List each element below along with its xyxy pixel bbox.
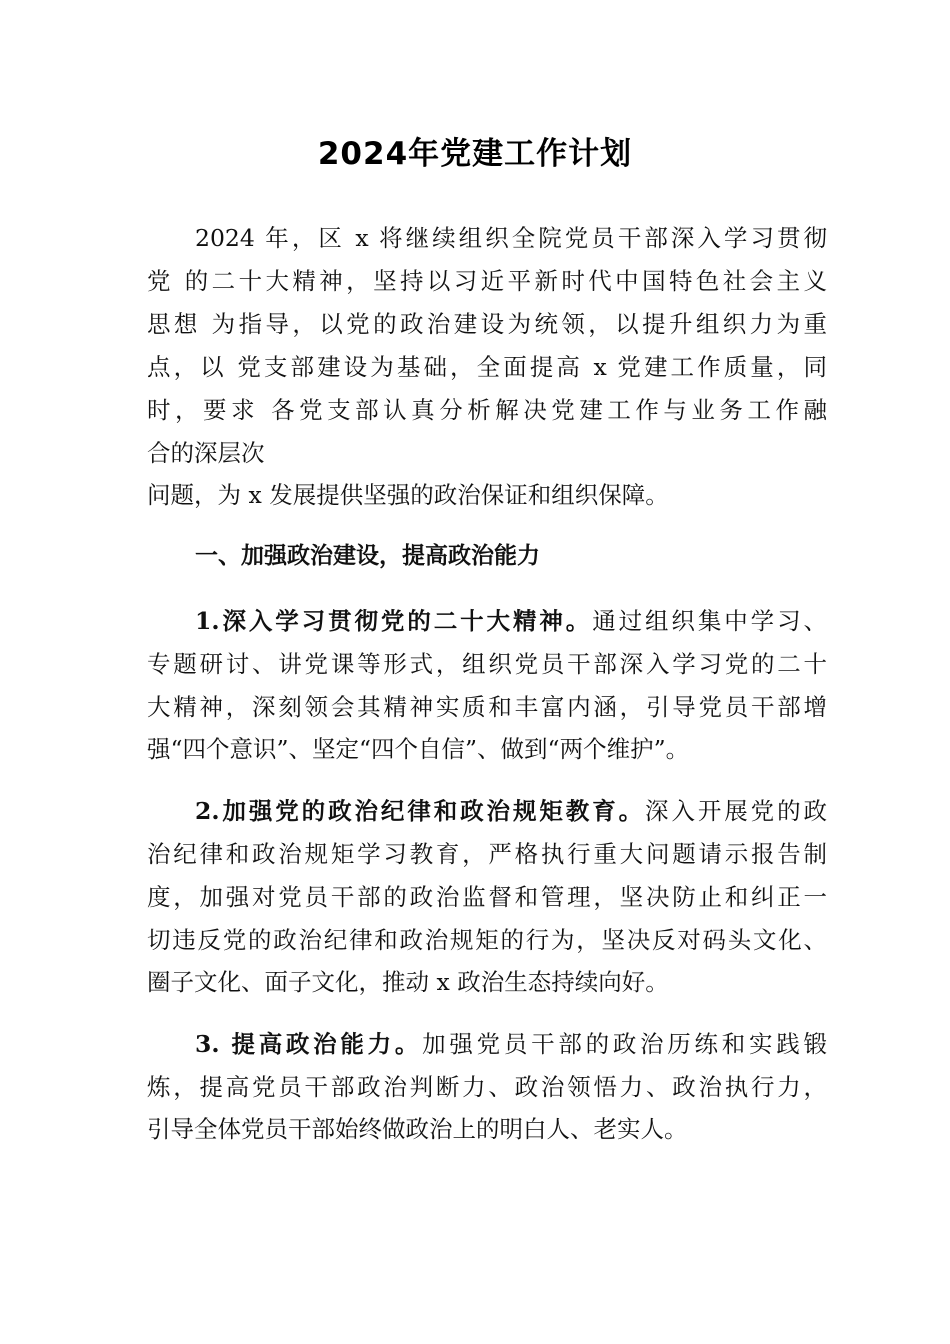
section-heading: 一、加强政治建设，提高政治能力 [195, 543, 540, 569]
item3-line-2: 炼，提高党员干部政治判断力、政治领悟力、政治执行力， [147, 1073, 827, 1101]
item3-line1-rest: 加强党员干部的政治历练和实践锻 [422, 1030, 828, 1058]
intro-line-6: 合的深层次 [147, 439, 265, 467]
item2-line-3: 度，加强对党员干部的政治监督和管理，坚决防止和纠正一 [147, 883, 827, 911]
item2-line-4: 切违反党的政治纪律和政治规矩的行为，坚决反对码头文化、 [147, 926, 827, 954]
item1-line-3: 大精神，深刻领会其精神实质和丰富内涵，引导党员干部增 [147, 693, 827, 721]
item3-line-3: 引导全体党员干部始终做政治上的明白人、老实人。 [147, 1115, 688, 1143]
item1-line-2: 专题研讨、讲党课等形式，组织党员干部深入学习党的二十 [147, 650, 827, 678]
intro-line-4: 点，以 党支部建设为基础，全面提高 x 党建工作质量，同 [147, 353, 827, 381]
intro-line-2: 党 的二十大精神，坚持以习近平新时代中国特色社会主义 [147, 267, 827, 295]
item2-line-2: 治纪律和政治规矩学习教育，严格执行重大问题请示报告制 [147, 840, 827, 868]
item1-line-1 [195, 605, 827, 637]
item1-line1-rest: 通过组织集中学习、 [592, 607, 827, 635]
intro-line-7: 问题，为 x 发展提供坚强的政治保证和组织保障。 [147, 481, 669, 509]
intro-line-5: 时，要求 各党支部认真分析解决党建工作与业务工作融 [147, 396, 827, 424]
item2-line-5: 圈子文化、面子文化，推动 x 政治生态持续向好。 [147, 968, 669, 996]
item3-line-1 [195, 1028, 827, 1060]
item2-line1-rest: 深入开展党的政 [645, 797, 827, 825]
item3-lead: 3. 提高政治能力。 [195, 1030, 423, 1058]
intro-line-3: 思想 为指导，以党的政治建设为统领，以提升组织力为重 [147, 310, 827, 338]
item1-line-4: 强“四个意识”、坚定“四个自信”、做到“两个维护”。 [147, 735, 690, 763]
item2-line-1 [195, 795, 827, 827]
item1-lead: 1.深入学习贯彻党的二十大精神。 [195, 607, 593, 635]
item2-lead: 2.加强党的政治纪律和政治规矩教育。 [195, 797, 646, 825]
document-title: 2024年党建工作计划 [317, 136, 633, 172]
intro-line-1: 2024 年，区 x 将继续组织全院党员干部深入学习贯彻 [195, 224, 827, 252]
